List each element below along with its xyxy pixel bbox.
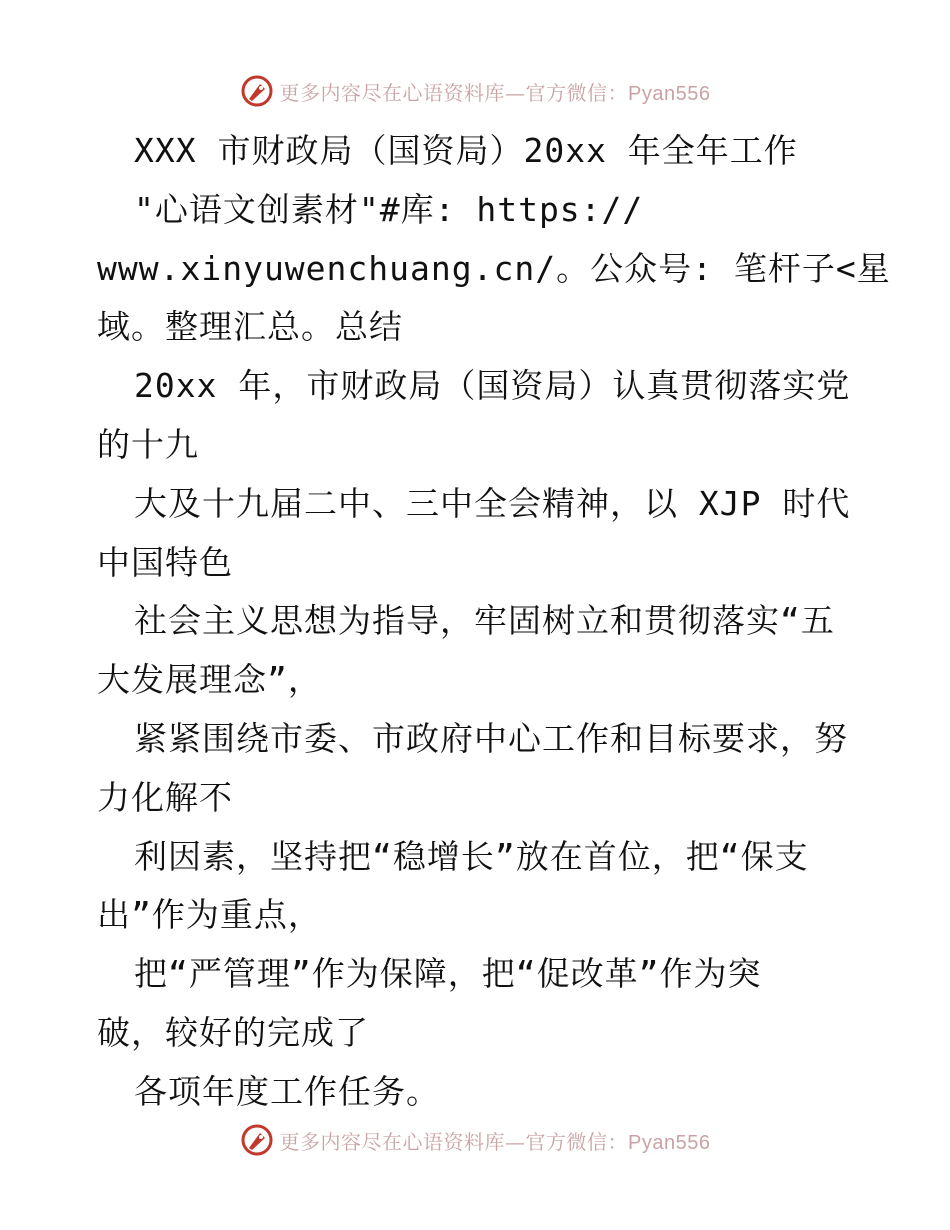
doc-line: 社会主义思想为指导，牢固树立和贯彻落实“五 (134, 601, 835, 641)
banner-text (280, 77, 711, 106)
doc-line: 域。整理汇总。总结 (97, 307, 403, 347)
footer-banner (0, 1120, 950, 1160)
doc-line: 利因素，坚持把“稳增长”放在首位，把“保支 (134, 836, 809, 876)
doc-line: "心语文创素材"#库: https:// (134, 189, 644, 229)
banner-contact: 官方微信：Pyan556 (525, 1131, 711, 1154)
doc-line: 20xx 年，市财政局（国资局）认真贯彻落实党 (134, 366, 851, 406)
header-banner (0, 71, 950, 111)
doc-line: 各项年度工作任务。 (134, 1071, 440, 1111)
doc-line: 把“严管理”作为保障，把“促改革”作为突 (134, 954, 762, 994)
doc-line: 大发展理念”， (97, 660, 322, 700)
doc-line: XXX 市财政局（国资局）20xx 年全年工作 (134, 131, 798, 170)
banner-contact: 官方微信：Pyan556 (525, 82, 711, 105)
doc-line: 紧紧围绕市委、市政府中心工作和目标要求，努 (134, 718, 848, 758)
doc-line: 力化解不 (97, 777, 233, 817)
pen-nib-circle-icon (240, 74, 274, 108)
document-body (97, 122, 891, 1122)
banner-separator: — (505, 80, 526, 105)
doc-line: 中国特色 (97, 542, 233, 582)
doc-line: 出”作为重点， (97, 895, 322, 935)
doc-line: www.xinyuwenchuang.cn/。公众号: 笔杆子<星 (97, 248, 891, 288)
banner-separator: — (505, 1129, 526, 1154)
banner-tagline: 更多内容尽在心语资料库 (279, 1129, 506, 1154)
doc-line: 破，较好的完成了 (97, 1012, 369, 1052)
banner-text (280, 1126, 711, 1155)
banner-tagline: 更多内容尽在心语资料库 (279, 80, 506, 105)
pen-nib-circle-icon (240, 1123, 274, 1157)
doc-line: 的十九 (97, 424, 199, 464)
doc-line: 大及十九届二中、三中全会精神，以 XJP 时代 (134, 483, 851, 523)
